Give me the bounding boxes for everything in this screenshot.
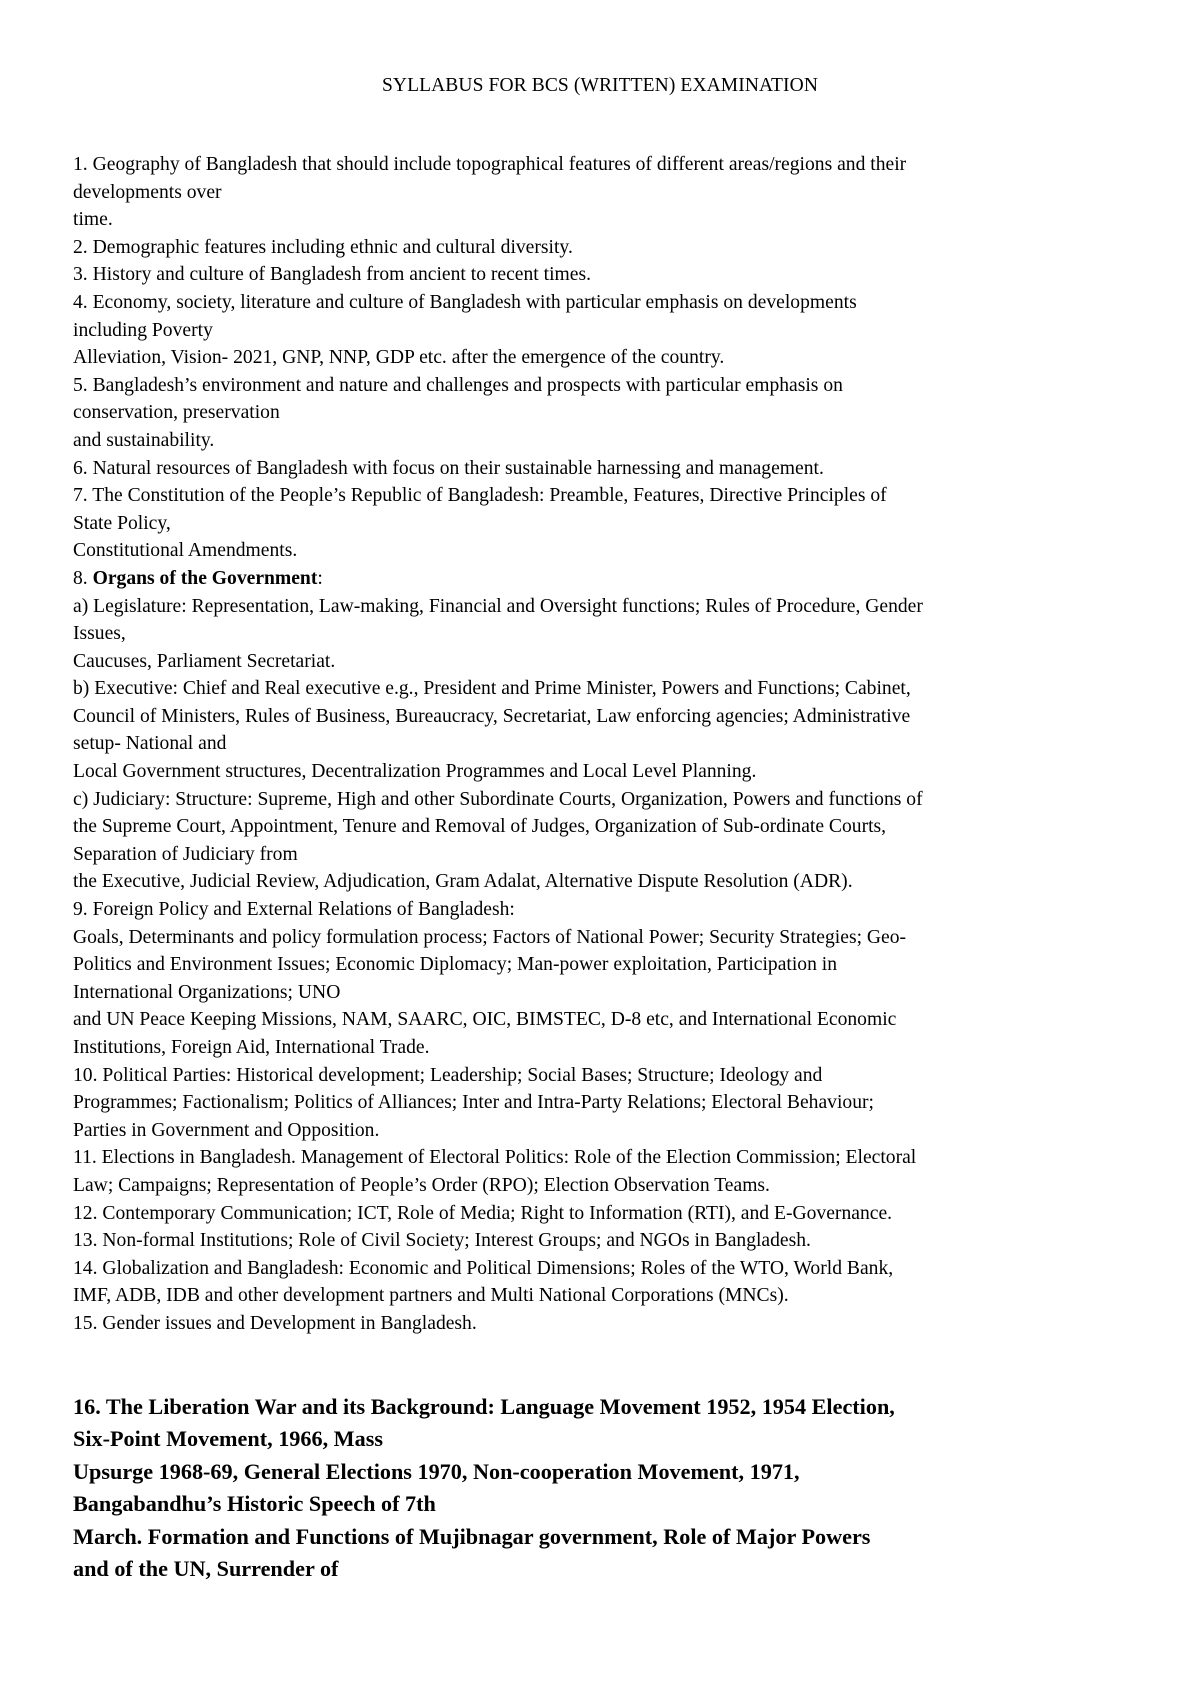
text-line: setup- National and [73, 733, 227, 755]
text-line: Separation of Judiciary from [73, 843, 298, 865]
text-line: developments over [73, 181, 222, 203]
text-line: Law; Campaigns; Representation of People’s Order (RPO); Election Observation Teams. [73, 1174, 770, 1196]
text-line: State Policy, [73, 512, 171, 534]
heading-organs-of-government [73, 565, 1133, 593]
text-line: IMF, ADB, IDB and other development partners and Multi National Corporations (MNCs). [73, 1285, 789, 1307]
text-line: conservation, preservation [73, 402, 280, 424]
text-line: Programmes; Factionalism; Politics of Alliances; Inter and Intra-Party Relations; Electoral Behaviour; [73, 1092, 874, 1114]
heading-colon: : [317, 567, 323, 589]
item-number: 8. [73, 567, 93, 589]
bold-text-line: and of the UN, Surrender of [73, 1555, 339, 1581]
text-line: 10. Political Parties: Historical development; Leadership; Social Bases; Structure; Ideology and [73, 1064, 823, 1086]
text-line: Local Government structures, Decentralization Programmes and Local Level Planning. [73, 761, 757, 783]
bold-text-line: 16. The Liberation War and its Background: Language Movement 1952, 1954 Election, [73, 1394, 895, 1419]
text-line: 2. Demographic features including ethnic and cultural diversity. [73, 236, 573, 258]
text-line: c) Judiciary: Structure: Supreme, High and other Subordinate Courts, Organization, Powers and functions of [73, 788, 923, 810]
section-16-liberation-war [73, 1391, 1143, 1585]
text-line: 15. Gender issues and Development in Bangladesh. [73, 1312, 477, 1334]
text-line: 3. History and culture of Bangladesh from ancient to recent times. [73, 264, 591, 286]
bold-text-line: March. Formation and Functions of Mujibnagar government, Role of Major Powers [73, 1523, 871, 1549]
bold-text-line: Upsurge 1968-69, General Elections 1970, Non-cooperation Movement, 1971, [73, 1458, 800, 1484]
text-line: 12. Contemporary Communication; ICT, Role of Media; Right to Information (RTI), and E-Governance. [73, 1202, 893, 1224]
text-line: 11. Elections in Bangladesh. Management of Electoral Politics: Role of the Election Commission; Electoral [73, 1147, 917, 1169]
bold-text-line: Bangabandhu’s Historic Speech of 7th [73, 1491, 436, 1517]
text-line: a) Legislature: Representation, Law-making, Financial and Oversight functions; Rules of Procedure, Gender [73, 595, 923, 617]
text-line: 1. Geography of Bangladesh that should include topographical features of different areas/regions and their [73, 154, 907, 175]
document-title: SYLLABUS FOR BCS (WRITTEN) EXAMINATION [381, 75, 819, 96]
text-line: 13. Non-formal Institutions; Role of Civil Society; Interest Groups; and NGOs in Bangladesh. [73, 1230, 811, 1252]
text-line: International Organizations; UNO [73, 981, 341, 1003]
text-line: Alleviation, Vision- 2021, GNP, NNP, GDP etc. after the emergence of the country. [73, 347, 725, 369]
text-line: Constitutional Amendments. [73, 540, 298, 562]
text-line: Politics and Environment Issues; Economic Diplomacy; Man-power exploitation, Participation in [73, 954, 838, 976]
text-line: the Executive, Judicial Review, Adjudication, Gram Adalat, Alternative Dispute Resolution (ADR). [73, 871, 853, 893]
text-line: 9. Foreign Policy and External Relations of Bangladesh: [73, 899, 515, 921]
text-line: Goals, Determinants and policy formulation process; Factors of National Power; Security Strategies; Geo- [73, 926, 907, 948]
bold-heading: Organs of the Government [92, 567, 318, 589]
text-line: 14. Globalization and Bangladesh: Economic and Political Dimensions; Roles of the WTO, World Bank, [73, 1257, 894, 1279]
text-line: the Supreme Court, Appointment, Tenure and Removal of Judges, Organization of Sub-ordinate Courts, [73, 816, 887, 838]
text-line: 5. Bangladesh’s environment and nature and challenges and prospects with particular emphasis on [73, 374, 843, 396]
text-line: 6. Natural resources of Bangladesh with focus on their sustainable harnessing and management. [73, 457, 824, 479]
text-line: Parties in Government and Opposition. [73, 1119, 380, 1141]
text-line: 7. The Constitution of the People’s Republic of Bangladesh: Preamble, Features, Directive Principles of [73, 485, 887, 507]
syllabus-body [73, 151, 1133, 1338]
text-line: time. [73, 209, 113, 231]
text-line: Institutions, Foreign Aid, International Trade. [73, 1037, 430, 1058]
text-line: Issues, [73, 623, 126, 645]
text-line: Caucuses, Parliament Secretariat. [73, 650, 336, 672]
bold-text-line: Six-Point Movement, 1966, Mass [73, 1426, 383, 1452]
text-line: and UN Peace Keeping Missions, NAM, SAARC, OIC, BIMSTEC, D-8 etc, and International Economic [73, 1009, 897, 1031]
text-line: Council of Ministers, Rules of Business, Bureaucracy, Secretariat, Law enforcing agencies; Administrative [73, 705, 911, 727]
text-line: and sustainability. [73, 429, 215, 451]
text-line: including Poverty [73, 319, 213, 341]
text-line: 4. Economy, society, literature and culture of Bangladesh with particular emphasis on developments [73, 291, 857, 313]
text-line: b) Executive: Chief and Real executive e.g., President and Prime Minister, Powers and Functions; Cabinet, [73, 678, 911, 700]
